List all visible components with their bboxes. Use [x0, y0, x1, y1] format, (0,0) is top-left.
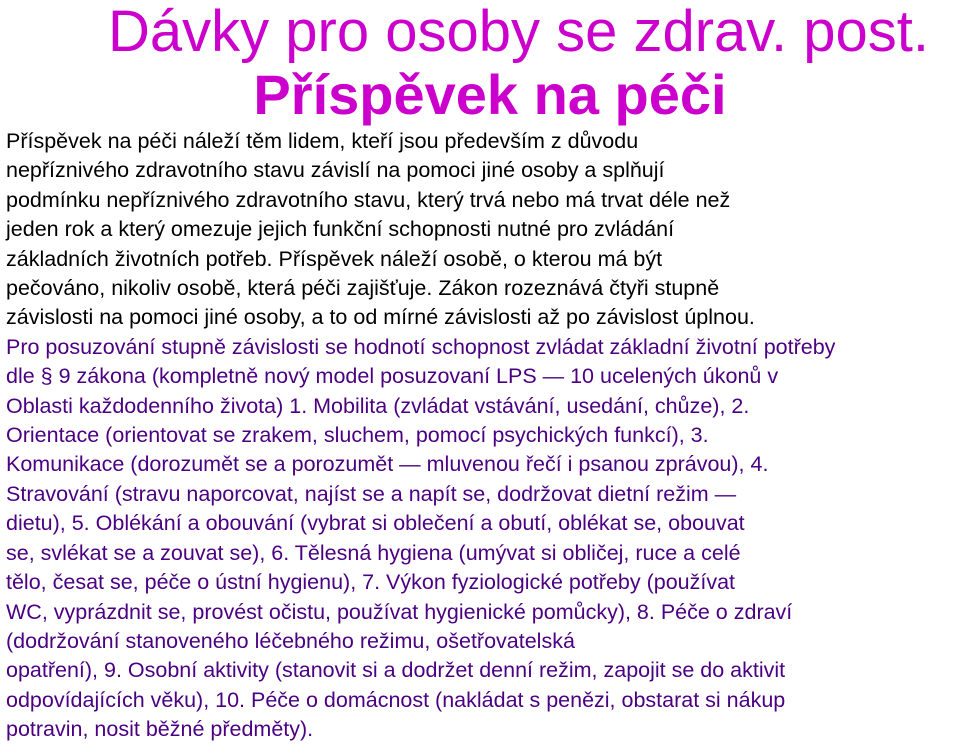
slide-title: Dávky pro osoby se zdrav. post. [108, 0, 929, 64]
body-line: pečováno, nikoliv osobě, která péči zajišťuje. Zákon rozeznává čtyři stupně [6, 276, 720, 301]
body-line: opatření), 9. Osobní aktivity (stanovit si a dodržet denní režim, zapojit se do aktivit [6, 658, 786, 683]
body-line: jeden rok a který omezuje jejich funkční schopnosti nutné pro zvládání [6, 217, 675, 242]
body-line: dle § 9 zákona (kompletně nový model posuzovaní LPS — 10 ucelených úkonů v [6, 364, 779, 389]
body-line: základních životních potřeb. Příspěvek náleží osobě, o kterou má být [6, 246, 663, 271]
slide-body [6, 127, 956, 745]
body-line: odpovídajících věku), 10. Péče o domácnost (nakládat s penězi, obstarat si nákup [6, 687, 786, 712]
body-line: nepříznivého zdravotního stavu závislí na pomoci jiné osoby a splňují [6, 158, 665, 183]
body-line: tělo, česat se, péče o ústní hygienu), 7. Výkon fyziologické potřeby (používat [6, 570, 736, 595]
body-line: potravin, nosit běžné předměty). [6, 717, 314, 742]
body-line: Pro posuzování stupně závislosti se hodnotí schopnost zvládat základní životní potřeby [6, 334, 836, 359]
body-line: Oblasti každodenního života) 1. Mobilita (zvládat vstávání, usedání, chůze), 2. [6, 393, 750, 418]
body-line: Stravování (stravu naporcovat, najíst se a napít se, dodržovat dietní režim — [6, 481, 737, 506]
body-line: Orientace (orientovat se zrakem, sluchem, pomocí psychických funkcí), 3. [6, 423, 709, 448]
body-line: Příspěvek na péči náleží těm lidem, kteří jsou především z důvodu [6, 129, 639, 153]
body-line: závislosti na pomoci jiné osoby, a to od mírné závislosti až po závislost úplnou. [6, 305, 755, 330]
body-line: se, svlékat se a zouvat se), 6. Tělesná hygiena (umývat si obličej, ruce a celé [6, 540, 741, 565]
body-line: dietu), 5. Oblékání a obouvání (vybrat si oblečení a obutí, oblékat se, obouvat [6, 511, 745, 536]
body-line: podmínku nepříznivého zdravotního stavu, který trvá nebo má trvat déle než [6, 187, 731, 212]
slide-subtitle: Příspěvek na péči [253, 63, 727, 126]
body-line: WC, vyprázdnit se, provést očistu, používat hygienické pomůcky), 8. Péče o zdraví [6, 599, 793, 624]
body-line: Komunikace (dorozumět se a porozumět — mluvenou řečí i psanou zprávou), 4. [6, 452, 769, 477]
body-line: (dodržování stanoveného léčebného režimu, ošetřovatelská [6, 628, 575, 653]
